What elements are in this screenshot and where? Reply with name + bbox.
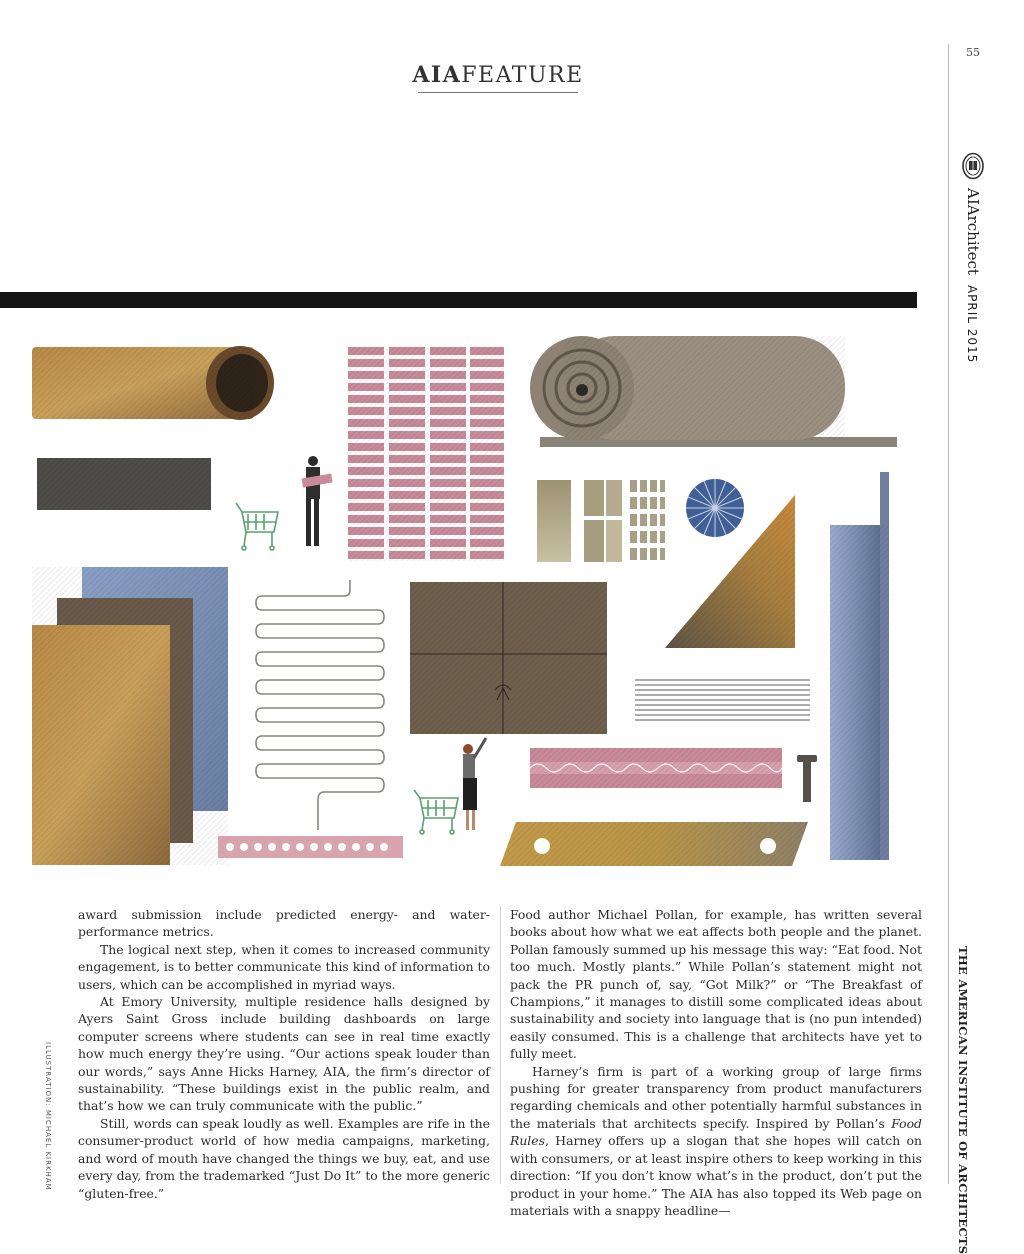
black-banner-bar — [0, 292, 917, 308]
paragraph: Food author Michael Pollan, for example, has written several books about how what we eat affects both people and the planet. Pollan famously summed up his message this way: “Eat food. Not too much. Mostly plants.” While Pollan’s statement might not pack the PR punch of, say, “Got Milk?” or “The Breakfast of Champions,” it manages to distill some complicated ideas about sustainability and society into language that is (no pun intended) easily consumed. This is a challenge that architects have yet to fully meet. — [510, 907, 922, 1062]
plank-illustration — [500, 822, 808, 866]
blue-beam-illustration — [830, 472, 889, 860]
header-underline — [418, 92, 578, 93]
section-title — [360, 62, 636, 88]
article-column-right — [510, 906, 922, 1219]
article-column-left — [78, 906, 490, 1202]
carpet-roll-illustration — [530, 336, 897, 447]
woman-figure-illustration — [463, 738, 486, 830]
masthead-name: AIArchitect — [964, 188, 982, 275]
striped-lines-illustration — [635, 680, 810, 720]
section-title-light: FEATURE — [461, 63, 584, 88]
pipe-illustration — [32, 346, 274, 420]
perforated-bar-illustration — [218, 836, 403, 858]
man-figure-illustration — [302, 456, 333, 546]
page-number: 55 — [966, 46, 980, 59]
paragraph: award submission include predicted energy- and water-performance metrics. — [78, 907, 490, 940]
materials-illustration — [0, 320, 920, 880]
panel-stack-illustration — [32, 567, 228, 865]
wrapped-box-illustration — [410, 582, 607, 734]
dark-slab-illustration — [37, 458, 211, 510]
corrugated-panel-illustration — [530, 748, 782, 788]
section-title-bold: AIA — [412, 62, 462, 88]
blue-disc-illustration — [686, 479, 744, 537]
paragraph: Still, words can speak loudly as well. Examples are rife in the consumer-product world of how media campaigns, marketing, and word of mouth have changed the things we buy, eat, and use every day, from the trademarked “Just Do It” to the more generic “gluten-free.” — [78, 1115, 490, 1201]
paragraph: The logical next step, when it comes to increased community engagement, is to better communicate this kind of information to users, which can be accomplished in myriad ways. — [78, 941, 490, 992]
shopping-cart-icon — [236, 503, 278, 550]
column-divider — [500, 906, 501, 1184]
vertical-masthead — [956, 188, 996, 368]
paragraph-text: , Harney offers up a slogan that she hopes will catch on with consumers, or at least inspire others to keep working in this direction: “If you don’t know what’s in the product, don’t put the product in your home.” The AIA has also topped its Web page on materials with a snappy headline— — [510, 1133, 922, 1218]
paragraph — [510, 1063, 922, 1220]
shopping-cart-icon — [414, 790, 458, 834]
illustration-credit: ILLUSTRATION: MICHAEL KIRKHAM — [44, 1042, 52, 1191]
aia-seal-icon — [961, 152, 985, 184]
masthead-date: APRIL 2015 — [965, 284, 979, 364]
section-header — [360, 62, 636, 93]
paragraph-text: Harney’s firm is part of a working group of large firms pushing for greater transparency from product manufacturers regarding chemicals and other potentially harmful substances in the materials that architects specify. Inspired by Pollan’s — [510, 1063, 922, 1131]
margin-rule — [948, 44, 949, 1184]
coil-tube-illustration — [256, 580, 384, 830]
organization-name: THE AMERICAN INSTITUTE OF ARCHITECTS — [956, 946, 970, 1254]
tile-samples-illustration — [537, 480, 665, 562]
paragraph: At Emory University, multiple residence halls designed by Ayers Saint Gross include building dashboards on large computer screens where students can see in real time exactly how much energy they’re using. “Our actions speak louder than our words,” says Anne Hicks Harney, AIA, the firm’s director of sustainability. “These buildings exist in the public realm, and that’s how we can truly communicate with the public.” — [78, 994, 490, 1114]
screw-illustration — [797, 755, 817, 802]
pink-brick-grid-illustration — [348, 347, 504, 561]
book-title: Food Rules — [510, 1115, 922, 1149]
